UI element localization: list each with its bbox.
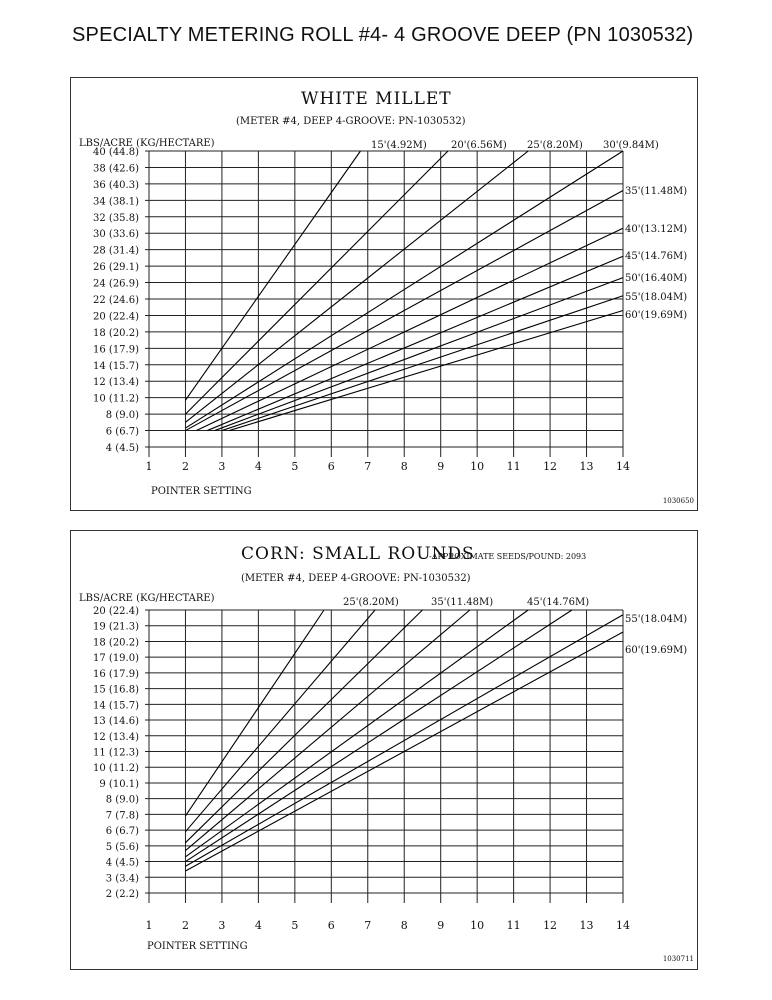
y-tick-label: 32 (35.8)	[93, 212, 139, 224]
x-tick-label: 6	[327, 460, 335, 473]
x-tick-label: 12	[543, 919, 558, 932]
y-tick-label: 22 (24.6)	[93, 295, 139, 306]
x-tick-label: 5	[291, 919, 299, 932]
x-tick-label: 7	[364, 919, 372, 932]
x-tick-label: 2	[181, 919, 189, 932]
y-tick-label: 14 (15.7)	[93, 700, 139, 712]
y-tick-label: 16 (17.9)	[93, 344, 139, 356]
x-tick-label: 6	[327, 919, 335, 932]
chart-title: WHITE MILLET	[301, 89, 452, 109]
figure-id: 1030650	[662, 497, 694, 505]
y-tick-label: 12 (13.4)	[93, 377, 139, 389]
x-tick-label: 7	[364, 460, 372, 473]
y-tick-label: 3 (3.4)	[105, 873, 139, 885]
y-tick-label: 38 (42.6)	[93, 163, 139, 175]
y-tick-label: 17 (19.0)	[93, 653, 139, 665]
y-tick-label: 34 (38.1)	[93, 196, 139, 208]
y-tick-label: 4 (4.5)	[105, 443, 139, 454]
series-label: 60'(19.69M)	[625, 310, 688, 321]
x-tick-label: 9	[437, 460, 445, 473]
y-tick-label: 10 (11.2)	[93, 763, 139, 775]
y-axis-label: LBS/ACRE (KG/HECTARE)	[79, 138, 215, 149]
x-tick-label: 8	[400, 460, 408, 473]
y-tick-label: 8 (9.0)	[105, 410, 139, 422]
y-tick-label: 6 (6.7)	[105, 426, 139, 438]
series-label: 25'(8.20M)	[527, 140, 583, 151]
series-label: 35'(11.48M)	[431, 597, 494, 608]
x-tick-label: 2	[181, 460, 189, 473]
series-line	[185, 151, 360, 400]
y-tick-label: 24 (26.9)	[93, 278, 139, 290]
y-tick-label: 12 (13.4)	[93, 731, 139, 743]
y-tick-label: 18 (20.2)	[93, 327, 139, 339]
chart-note: -APPROXIMATE SEEDS/POUND: 2093	[429, 552, 587, 561]
chart-subtitle: (METER #4, DEEP 4-GROOVE: PN-1030532)	[236, 116, 466, 127]
x-tick-label: 3	[218, 919, 226, 932]
series-label: 30'(9.84M)	[603, 140, 659, 151]
y-tick-label: 19 (21.3)	[93, 621, 139, 633]
y-tick-label: 13 (14.6)	[93, 716, 139, 728]
x-tick-label: 4	[254, 919, 262, 932]
y-tick-label: 11 (12.3)	[93, 747, 139, 759]
y-tick-label: 2 (2.2)	[105, 889, 139, 900]
y-tick-label: 40 (44.8)	[93, 147, 139, 158]
x-tick-label: 9	[437, 919, 445, 932]
x-tick-label: 12	[543, 460, 558, 473]
y-tick-label: 7 (7.8)	[105, 810, 139, 822]
y-tick-label: 26 (29.1)	[93, 262, 139, 274]
y-tick-label: 15 (16.8)	[93, 684, 139, 696]
x-tick-label: 14	[616, 460, 630, 473]
series-label: 60'(19.69M)	[625, 645, 688, 656]
y-tick-label: 20 (22.4)	[93, 311, 139, 323]
series-label: 25'(8.20M)	[343, 597, 399, 608]
x-axis-label: POINTER SETTING	[151, 486, 252, 497]
x-tick-label: 4	[254, 460, 262, 473]
y-tick-label: 6 (6.7)	[105, 826, 139, 838]
x-tick-label: 10	[470, 919, 485, 932]
chart-title: CORN: SMALL ROUNDS	[241, 544, 475, 564]
y-tick-label: 8 (9.0)	[105, 794, 139, 806]
y-tick-label: 14 (15.7)	[93, 360, 139, 372]
x-tick-label: 5	[291, 460, 299, 473]
page-title: SPECIALTY METERING ROLL #4- 4 GROOVE DEEP (PN 1030532)	[72, 24, 694, 46]
series-label: 35'(11.48M)	[625, 186, 688, 197]
y-tick-label: 28 (31.4)	[93, 245, 139, 257]
x-tick-label: 14	[616, 919, 630, 932]
x-tick-label: 13	[579, 460, 594, 473]
y-tick-label: 9 (10.1)	[99, 778, 139, 790]
chart-panel-white-millet	[70, 77, 698, 511]
figure-id: 1030711	[662, 955, 694, 963]
y-tick-label: 18 (20.2)	[93, 637, 139, 649]
corn-small-rounds-chart	[71, 531, 697, 969]
x-tick-label: 8	[400, 919, 408, 932]
series-line	[185, 610, 422, 843]
x-tick-label: 11	[506, 919, 521, 932]
chart-subtitle: (METER #4, DEEP 4-GROOVE: PN-1030532)	[241, 573, 471, 584]
y-axis-label: LBS/ACRE (KG/HECTARE)	[79, 593, 215, 604]
series-label: 15'(4.92M)	[371, 140, 427, 151]
x-tick-label: 1	[145, 919, 153, 932]
x-tick-label: 1	[145, 460, 153, 473]
y-tick-label: 20 (22.4)	[93, 606, 139, 617]
series-label: 40'(13.12M)	[625, 224, 688, 235]
y-tick-label: 10 (11.2)	[93, 393, 139, 405]
x-tick-label: 10	[470, 460, 485, 473]
y-tick-label: 4 (4.5)	[105, 857, 139, 869]
x-tick-label: 3	[218, 460, 226, 473]
series-label: 20'(6.56M)	[451, 140, 507, 151]
y-tick-label: 5 (5.6)	[105, 841, 139, 853]
x-axis-label: POINTER SETTING	[147, 941, 248, 952]
series-line	[196, 228, 623, 430]
y-tick-label: 16 (17.9)	[93, 668, 139, 680]
series-label: 45'(14.76M)	[527, 597, 590, 608]
series-line	[215, 278, 623, 431]
x-tick-label: 11	[506, 460, 521, 473]
white-millet-chart	[71, 78, 697, 510]
series-line	[229, 311, 623, 431]
series-label: 50'(16.40M)	[625, 273, 688, 284]
series-label: 55'(18.04M)	[625, 614, 688, 625]
y-tick-label: 30 (33.6)	[93, 229, 139, 241]
series-label: 45'(14.76M)	[625, 251, 688, 262]
y-tick-label: 36 (40.3)	[93, 179, 139, 191]
series-label: 55'(18.04M)	[625, 292, 688, 303]
chart-panel-corn-small-rounds	[70, 530, 698, 970]
x-tick-label: 13	[579, 919, 594, 932]
